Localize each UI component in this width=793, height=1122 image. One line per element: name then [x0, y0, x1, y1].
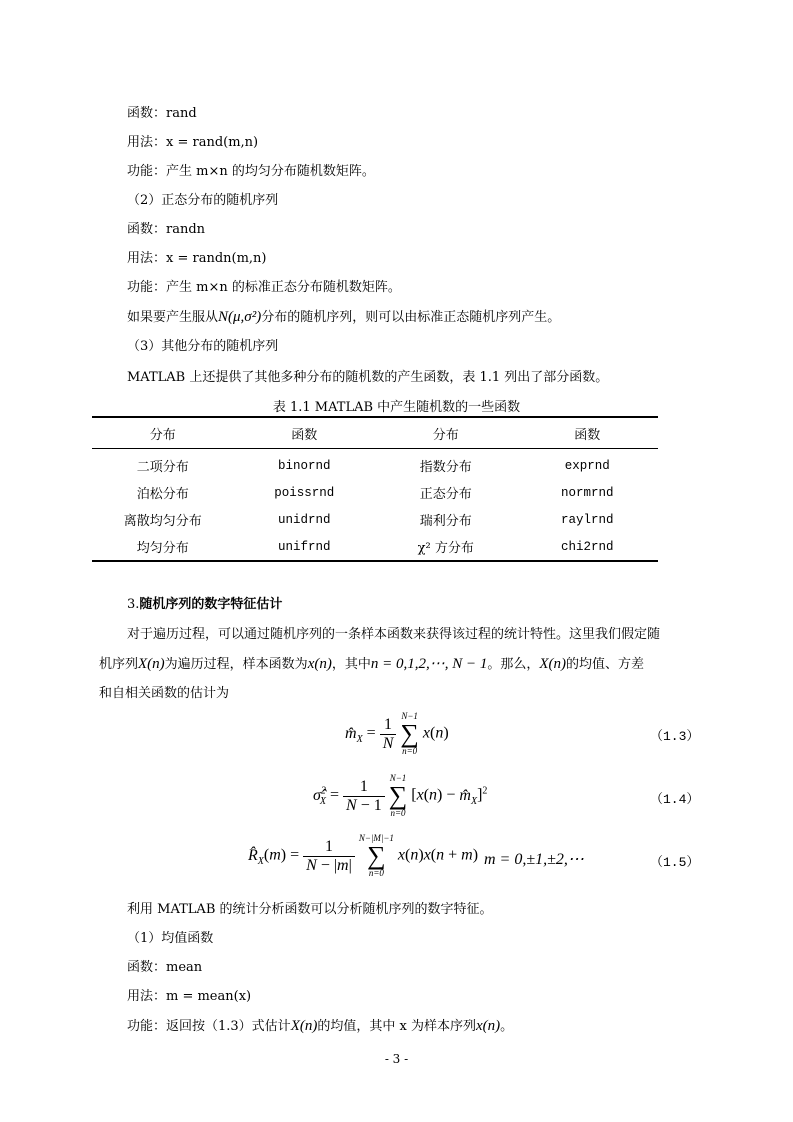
text-part: 如果要产生服从 — [127, 310, 219, 325]
equation-number: （1.3） — [650, 729, 700, 744]
table-header-cell: 分布 — [375, 417, 517, 449]
table-cell: 二项分布 — [136, 460, 189, 475]
text-part: 为遍历过程，样本函数为 — [164, 657, 308, 672]
table-row — [92, 506, 658, 533]
math-normal-dist: N(μ,σ²) — [218, 309, 262, 325]
paragraph-line — [99, 656, 644, 673]
text-function-rand: 函数：rand — [127, 106, 197, 121]
text-function-randn: 函数：randn — [127, 222, 206, 237]
paragraph-line: 对于遍历过程，可以通过随机序列的一条样本函数来获得该过程的统计特性。这里我们假定随 — [127, 627, 661, 642]
random-functions-table — [92, 416, 658, 562]
text-part: 功能：返回按（1.3）式估计 — [127, 1019, 291, 1034]
table-row — [92, 479, 658, 506]
table-cell: normrnd — [560, 485, 614, 500]
text-part: 机序列 — [99, 657, 139, 672]
math-inline: x(n) — [475, 1018, 501, 1034]
equation-number: （1.5） — [650, 855, 700, 870]
table-header-cell: 函数 — [517, 417, 659, 449]
table-header-cell: 函数 — [234, 417, 376, 449]
table-cell: unidrnd — [277, 512, 331, 527]
text-usage-rand: 用法：x = rand(m,n) — [127, 135, 259, 150]
table-cell: poissrnd — [274, 485, 335, 500]
table-header-row — [92, 417, 658, 449]
table-cell: 瑞利分布 — [419, 514, 472, 529]
text-part: 。 — [500, 1019, 514, 1034]
text-part: 的均值，其中 x 为样本序列 — [317, 1019, 476, 1034]
equation-variance: σ̂$^2_X$ = $\frac{1}{N - 1}$ N−1 ∑ n=0 $[x(n) - m̂_X]^2$ — [313, 773, 488, 818]
page-number: - 3 - — [384, 1052, 409, 1066]
table-row — [92, 533, 658, 561]
equation-mean: $m̂_X$ = $\frac{1}{N}$ N−1 ∑ n=0 x(n) — [345, 711, 449, 756]
text-function-mean: 函数：mean — [127, 960, 203, 975]
text-feature-mean — [127, 1018, 513, 1035]
table-cell: χ² 方分布 — [375, 533, 517, 561]
subheading-normal: （2）正态分布的随机序列 — [127, 193, 279, 208]
table-cell: binornd — [277, 458, 331, 473]
section-title: 随机序列的数字特征估计 — [139, 597, 283, 612]
text-feature-randn: 功能：产生 m×n 的标准正态分布随机数矩阵。 — [127, 280, 401, 295]
paragraph-line: 和自相关函数的估计为 — [99, 686, 230, 701]
table-cell: 正态分布 — [419, 487, 472, 502]
math-inline: X(n) — [539, 656, 567, 672]
text-matlab-stats: 利用 MATLAB 的统计分析函数可以分析随机序列的数字特征。 — [127, 902, 493, 917]
section-heading — [127, 597, 282, 613]
table-cell: 离散均匀分布 — [123, 514, 202, 529]
math-inline: X(n) — [290, 1018, 318, 1034]
equation-number: （1.4） — [650, 792, 700, 807]
text-part: 的均值、方差 — [566, 657, 645, 672]
table-cell: 均匀分布 — [92, 533, 234, 561]
table-cell: exprnd — [564, 458, 610, 473]
table-cell: raylrnd — [560, 512, 614, 527]
text-feature-rand: 功能：产生 m×n 的均匀分布随机数矩阵。 — [127, 164, 375, 179]
text-normal-transform — [127, 309, 560, 326]
table-cell: chi2rnd — [517, 533, 659, 561]
table-header-cell: 分布 — [92, 417, 234, 449]
equation-condition: m = 0,±1,±2,⋯ — [484, 851, 584, 868]
text-usage-mean: 用法：m = mean(x) — [127, 989, 252, 1004]
math-inline: X(n) — [138, 656, 165, 672]
subheading-mean: （1）均值函数 — [127, 931, 214, 946]
table-cell: 泊松分布 — [136, 487, 189, 502]
table-caption: 表 1.1 MATLAB 中产生随机数的一些函数 — [272, 400, 521, 415]
table-row — [92, 449, 658, 480]
text-matlab-intro: MATLAB 上还提供了其他多种分布的随机数的产生函数，表 1.1 列出了部分函数。 — [127, 370, 609, 385]
math-inline: n = 0,1,2,⋯, N − 1 — [370, 656, 488, 672]
section-number: 3. — [127, 597, 140, 612]
math-inline: x(n) — [307, 656, 332, 672]
table-cell: unifrnd — [234, 533, 376, 561]
equation-autocorrelation: $R̂_X(m)$ = $\frac{1}{N - |m|}$ N−|M|−1 ∑ n=0 x(n)x(n + m) — [248, 833, 479, 878]
text-part: 。那么， — [487, 657, 540, 672]
subheading-other: （3）其他分布的随机序列 — [127, 339, 279, 354]
text-part: ，其中 — [331, 657, 371, 672]
text-part: 分布的随机序列，则可以由标准正态随机序列产生。 — [261, 310, 561, 325]
text-usage-randn: 用法：x = randn(m,n) — [127, 251, 267, 266]
table-cell: 指数分布 — [419, 460, 472, 475]
